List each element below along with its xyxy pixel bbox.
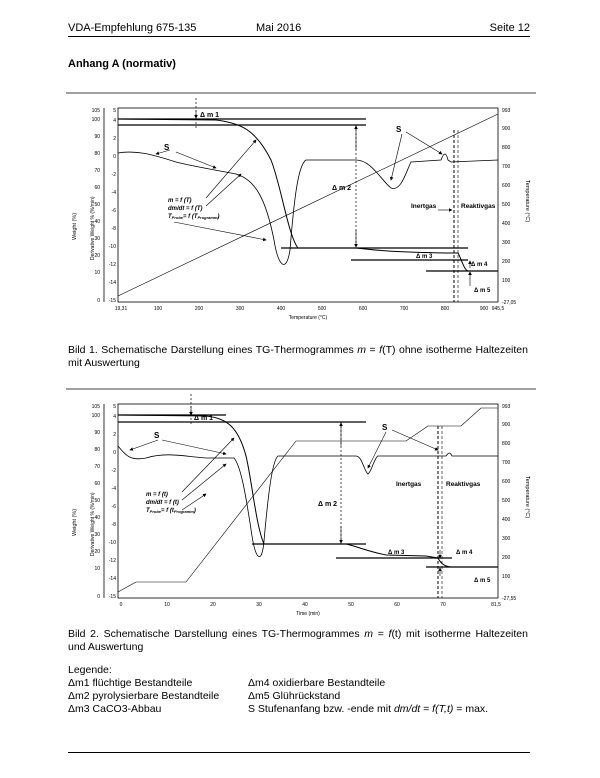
tick: 800 xyxy=(440,306,450,312)
temperature-ticks xyxy=(502,404,516,602)
tick: 500 xyxy=(502,202,511,208)
tick: 900 xyxy=(479,306,489,312)
tick: 993 xyxy=(502,404,511,410)
eq-derivative: dm/dt = f (T) xyxy=(168,206,203,212)
eq-temperature: TProbe= f (TProgramm) xyxy=(168,214,220,220)
header-document-id: VDA-Empfehlung 675-135 xyxy=(68,22,197,34)
tick: 100 xyxy=(502,574,511,580)
tick: 100 xyxy=(91,413,100,419)
label-dm2: Δ m 2 xyxy=(318,501,338,508)
tick: -6 xyxy=(111,504,116,510)
tick: 400 xyxy=(502,221,511,227)
tick: 81,5 xyxy=(491,602,501,608)
label-dm2: Δ m 2 xyxy=(332,185,352,192)
tick: 20 xyxy=(210,602,216,608)
tick: 30 xyxy=(256,602,262,608)
tick: 300 xyxy=(235,306,245,312)
label-dm1: Δ m 1 xyxy=(200,112,220,119)
tick: 600 xyxy=(358,306,368,312)
eq-derivative: dm/dt = f (t) xyxy=(146,500,179,506)
tick: 945,5 xyxy=(491,306,505,312)
tick: 800 xyxy=(502,145,511,151)
tick: 10 xyxy=(164,602,170,608)
tick: -10 xyxy=(108,244,116,250)
legend-item-s: S Stufenanfang bzw. -ende mit dm/dt = f(T,t) = max. xyxy=(248,703,489,715)
derivative-axis-label: Derivative Weight % (%/min) xyxy=(90,492,96,556)
tick: -27,05 xyxy=(502,300,517,306)
figure-2-caption: Bild 2. Schematische Darstellung eines TG-Thermogrammes m = f(t) mit isotherme Haltezeiten und Auswertung xyxy=(68,628,528,653)
tick: 800 xyxy=(502,441,511,447)
figure-1-chart xyxy=(66,90,536,330)
tick: -15 xyxy=(108,594,116,600)
label-dm4: Δ m 4 xyxy=(456,550,473,556)
tick: 50 xyxy=(94,202,100,208)
label-s-left: S xyxy=(164,143,170,152)
label-dm5: Δ m 5 xyxy=(474,288,491,294)
label-inertgas: Inertgas xyxy=(396,481,422,488)
tick: 2 xyxy=(113,136,116,142)
tick: -12 xyxy=(108,262,116,268)
tick: 105 xyxy=(91,108,100,114)
eq-mass: m = f (T) xyxy=(168,198,192,204)
label-s-right: S xyxy=(382,423,388,432)
tick: 300 xyxy=(502,240,511,246)
legend-item: Δm5 Glührückstand xyxy=(248,690,341,702)
tick: -8 xyxy=(111,226,116,232)
figure-2 xyxy=(66,386,536,626)
label-dm4: Δ m 4 xyxy=(471,262,488,268)
tick: -8 xyxy=(111,522,116,528)
x-ticks xyxy=(120,602,501,608)
tick: -15 xyxy=(108,298,116,304)
tick: 0 xyxy=(113,154,116,160)
tick: 200 xyxy=(502,259,511,265)
tick: 600 xyxy=(502,183,511,189)
tick: 19,31 xyxy=(114,306,128,312)
tick: 900 xyxy=(502,422,511,428)
tick: 700 xyxy=(502,460,511,466)
tick: 90 xyxy=(94,430,100,436)
tick: 40 xyxy=(94,219,100,225)
derivative-ticks xyxy=(109,108,116,304)
label-inertgas: Inertgas xyxy=(411,203,437,210)
tick: 0 xyxy=(97,594,100,600)
label-reaktivgas: Reaktivgas xyxy=(461,203,496,210)
tick: 400 xyxy=(276,306,286,312)
tick: 30 xyxy=(94,236,100,242)
x-axis-label: Temperature (°C) xyxy=(288,315,328,321)
temperature-curve xyxy=(118,114,498,296)
tick: -6 xyxy=(111,208,116,214)
label-s-left: S xyxy=(154,431,160,440)
eq-temperature: TProbe= f (tProgramm) xyxy=(146,508,196,514)
legend-item: Δm3 CaCO3-Abbau xyxy=(68,703,162,715)
figure-1 xyxy=(66,90,536,330)
legend-column-1 xyxy=(68,677,248,716)
legend-item: Δm1 flüchtige Bestandteile xyxy=(68,677,193,689)
header-page-number: Seite 12 xyxy=(489,22,530,34)
tick: 500 xyxy=(502,498,511,504)
tick: 105 xyxy=(91,404,100,410)
tick: 500 xyxy=(317,306,327,312)
tick: 4 xyxy=(113,118,116,124)
tick: 5 xyxy=(113,404,116,410)
weight-axis-label: Weight (%) xyxy=(72,212,78,240)
tick: 10 xyxy=(94,566,100,572)
tick: -4 xyxy=(111,486,116,492)
page-header xyxy=(68,22,530,37)
tick: 993 xyxy=(502,108,511,114)
tick: -14 xyxy=(108,576,116,582)
tick: 900 xyxy=(502,126,511,132)
temperature-axis-label: Temperature (°C) xyxy=(524,476,530,519)
tick: 0 xyxy=(119,602,123,608)
tick: 80 xyxy=(94,151,100,157)
equations xyxy=(168,198,220,220)
legend xyxy=(68,664,538,715)
tick: 100 xyxy=(153,306,163,312)
tick: 70 xyxy=(440,602,446,608)
label-dm1: Δ m 1 xyxy=(194,415,214,422)
header-date: Mai 2016 xyxy=(256,22,302,34)
tick: 5 xyxy=(113,108,116,114)
tick: 100 xyxy=(91,117,100,123)
figure-1-caption: Bild 1. Schematische Darstellung eines TG-Thermogrammes m = f(T) ohne isotherme Haltezeiten mit Auswertung xyxy=(68,344,528,369)
tick: 0 xyxy=(113,450,116,456)
tick: 4 xyxy=(113,414,116,420)
label-reaktivgas: Reaktivgas xyxy=(446,481,481,488)
tick: 50 xyxy=(94,498,100,504)
tick: 60 xyxy=(394,602,400,608)
x-ticks xyxy=(115,306,505,312)
tick: 10 xyxy=(94,270,100,276)
tick: 200 xyxy=(502,555,511,561)
tick: 20 xyxy=(94,549,100,555)
tick: 400 xyxy=(502,517,511,523)
tick: 700 xyxy=(399,306,409,312)
tick: 80 xyxy=(94,447,100,453)
tick: 100 xyxy=(502,278,511,284)
tick: -12 xyxy=(108,558,116,564)
tick: 70 xyxy=(94,168,100,174)
figure-2-chart xyxy=(66,386,536,626)
legend-column-2 xyxy=(248,677,548,716)
tick: 0 xyxy=(97,298,100,304)
tick: 40 xyxy=(94,515,100,521)
tick: 200 xyxy=(194,306,204,312)
label-dm3: Δ m 3 xyxy=(416,254,433,260)
tick: 50 xyxy=(348,602,354,608)
derivative-ticks xyxy=(109,404,116,600)
label-dm5: Δ m 5 xyxy=(474,578,491,584)
tick: -10 xyxy=(108,540,116,546)
tick: -2 xyxy=(111,172,116,178)
x-axis-label: Time (min) xyxy=(296,611,320,617)
tick: 600 xyxy=(502,479,511,485)
tick: 300 xyxy=(502,536,511,542)
tick: 60 xyxy=(94,185,100,191)
weight-axis-label: Weight (%) xyxy=(72,508,78,536)
temperature-ticks xyxy=(502,108,516,306)
tick: 60 xyxy=(94,481,100,487)
legend-title: Legende: xyxy=(68,664,112,676)
eq-mass: m = f (t) xyxy=(146,492,168,498)
derivative-axis-label: Derivative Weight % (%/min) xyxy=(90,196,96,260)
tick: 70 xyxy=(94,464,100,470)
legend-item: Δm4 oxidierbare Bestandteile xyxy=(248,677,386,689)
tick: 700 xyxy=(502,164,511,170)
temperature-axis-label: Temperature (°C) xyxy=(524,180,530,223)
legend-item: Δm2 pyrolysierbare Bestandteile xyxy=(68,690,220,702)
footer-rule xyxy=(68,752,530,753)
tick: 40 xyxy=(302,602,308,608)
tick: 20 xyxy=(94,253,100,259)
tick: -2 xyxy=(111,468,116,474)
tick: -4 xyxy=(111,190,116,196)
tick: 90 xyxy=(94,134,100,140)
tick: 2 xyxy=(113,432,116,438)
section-title: Anhang A (normativ) xyxy=(68,58,176,70)
equations xyxy=(146,492,196,514)
tick: -14 xyxy=(108,280,116,286)
label-dm3: Δ m 3 xyxy=(388,550,405,556)
label-s-right: S xyxy=(396,125,402,134)
tick: -27,55 xyxy=(502,596,517,602)
tick: 30 xyxy=(94,532,100,538)
